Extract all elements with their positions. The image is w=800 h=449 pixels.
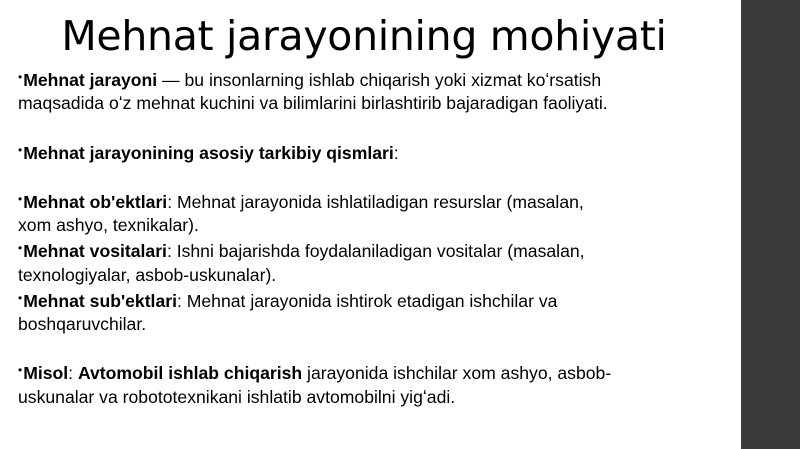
objects-text: : Mehnat jarayonida ishlatiladigan resurslar (masalan, xom ashyo, texnikalar). [18, 191, 584, 236]
tools-text: : Ishni bajarishda foydalaniladigan vositalar (masalan, texnologiyalar, asbob-uskunalar). [18, 241, 585, 285]
bullet-icon: • [18, 363, 23, 378]
subjects-text: : Mehnat jarayonida ishtirok etadigan ishchilar va boshqaruvchilar. [18, 290, 558, 334]
paragraph-example [18, 359, 618, 408]
example-highlight: Avtomobil ishlab chiqarish [77, 363, 303, 384]
bullet-icon: • [18, 142, 23, 157]
bullet-icon: • [18, 70, 23, 84]
example-colon: : [68, 363, 78, 384]
definition-text: — bu insonlarning ishlab chiqarish yoki xizmat koʻrsatish maqsadida oʻz mehnat kuchini va bilimlarini birlashtirib bajaradigan faoliyati. [18, 70, 608, 114]
spacer [18, 115, 618, 138]
components-heading-colon: : [393, 142, 399, 163]
example-text: jarayonida ishchilar xom ashyo, asbob-uskunalar va robototexnikani ishlatib avtomobilni yigʻadi. [18, 363, 612, 407]
paragraph-tools [18, 237, 618, 286]
slide-title: Mehnat jarayonining mohiyati [61, 12, 667, 60]
bullet-icon: • [18, 191, 23, 206]
paragraph-objects [18, 188, 618, 237]
term-example: Misol [23, 363, 69, 384]
term-mehnat-jarayoni: Mehnat jarayoni [23, 70, 158, 90]
paragraph-subjects [18, 287, 618, 336]
spacer [18, 165, 618, 188]
spacer [18, 336, 618, 359]
term-objects: Mehnat ob'ektlari [23, 191, 168, 212]
bullet-icon: • [18, 241, 23, 256]
slide-body [18, 66, 618, 409]
paragraph-definition [18, 66, 618, 115]
paragraph-components-heading [18, 139, 618, 165]
side-panel [741, 0, 800, 449]
term-subjects: Mehnat sub'ektlari [23, 290, 177, 311]
bullet-icon: • [18, 290, 23, 305]
term-tools: Mehnat vositalari [23, 241, 167, 262]
components-heading: Mehnat jarayonining asosiy tarkibiy qismlari [23, 142, 394, 163]
